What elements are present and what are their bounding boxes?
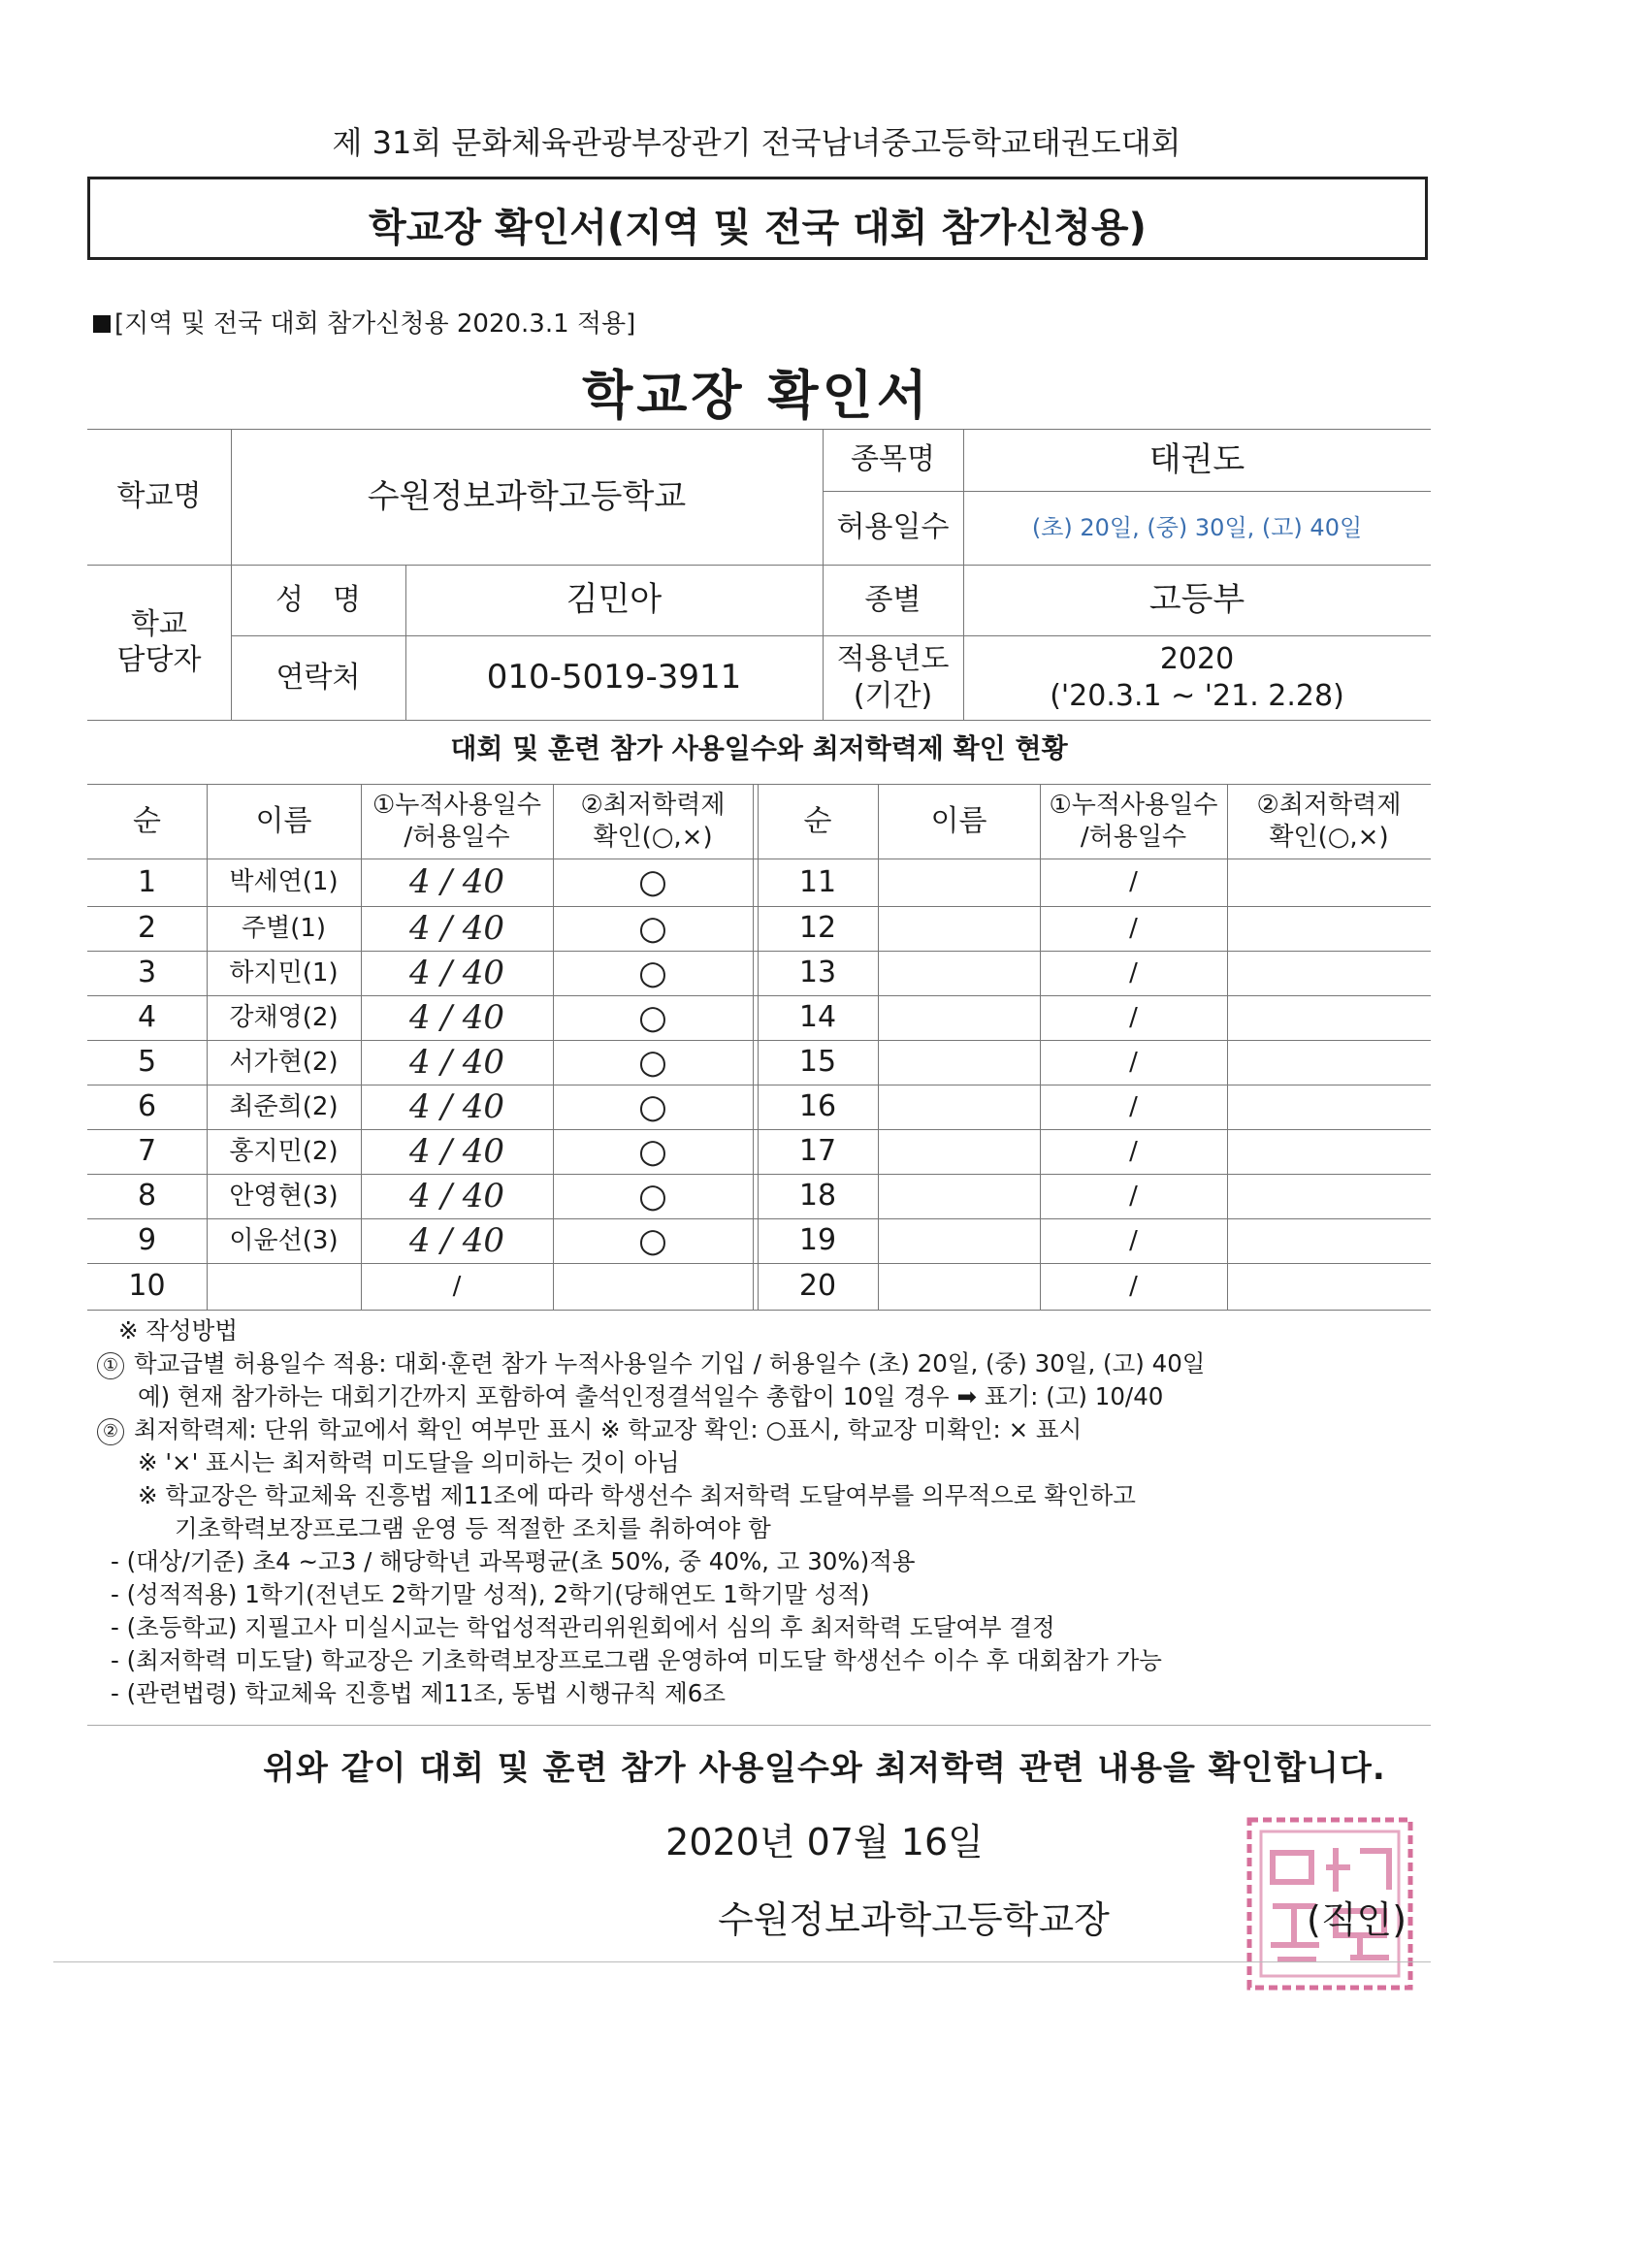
row-name: 박세연(1) (229, 867, 339, 897)
row-used-days: 4 (409, 953, 431, 992)
row-days: 4 / 40 (409, 1176, 504, 1215)
school-value: 수원정보과학고등학교 (367, 476, 687, 516)
row-allowed-days: 40 (462, 1131, 504, 1171)
manager-label (87, 565, 231, 720)
row-days: 4 / 40 (409, 1086, 504, 1126)
row-check: ○ (638, 1131, 667, 1171)
name-value: 김민아 (566, 580, 663, 620)
note-1 (97, 1347, 1455, 1380)
header-days-line1: ①누적사용일수 (1049, 791, 1218, 820)
allowed-days-value: (초) 20일, (중) 30일, (고) 40일 (1031, 514, 1363, 541)
row-no-right: 15 (798, 1045, 837, 1080)
row-days: 4 / 40 (409, 862, 504, 902)
name-label: 성 명 (275, 582, 361, 617)
row-name: 하지민(1) (229, 957, 339, 988)
year-label-line2: (기간) (853, 678, 933, 713)
seal-label: (직인) (1307, 1898, 1407, 1941)
row-days: 4 / 40 (409, 953, 504, 992)
note-2 (97, 1413, 1455, 1446)
row-check: ○ (638, 862, 667, 902)
note-number: ① (97, 1352, 124, 1379)
row-days-right: / (1129, 1091, 1138, 1121)
header-days-line2: /허용일수 (404, 822, 510, 852)
row-allowed-days: 40 (462, 1220, 504, 1260)
row-check: ○ (638, 953, 667, 992)
header-check-line2: 확인(○,×) (1269, 822, 1389, 852)
row-allowed-days: 40 (462, 953, 504, 992)
manager-label-line1: 학교 (131, 606, 187, 641)
row-no: 3 (137, 956, 157, 990)
detail-4: - (최저학력 미도달) 학교장은 기초학력보장프로그램 운영하여 미도달 학생선수 이수 후 대회참가 가능 (111, 1646, 1162, 1674)
note-2-text: 최저학력제: 단위 학교에서 확인 여부만 표시 ※ 학교장 확인: ○표시, 학교장 미확인: × 표시 (134, 1415, 1083, 1443)
manager-label-line2: 담당자 (116, 643, 202, 677)
row-check: ○ (638, 1042, 667, 1082)
contact-label: 연락처 (275, 660, 361, 695)
row-allowed-days: 40 (462, 1176, 504, 1215)
year-value-line1: 2020 (1159, 642, 1235, 676)
row-used-days: 4 (409, 1176, 431, 1215)
notes-heading: ※ 작성방법 (118, 1316, 238, 1345)
row-name: 안영현(3) (229, 1181, 339, 1211)
header-no-left: 순 (133, 803, 161, 838)
contact-value: 010-5019-3911 (486, 658, 742, 697)
row-days-right: / (1129, 1136, 1138, 1166)
confirm-statement: 위와 같이 대회 및 훈련 참가 사용일수와 최저학력 관련 내용을 확인합니다. (263, 1749, 1386, 1788)
row-no-right: 13 (798, 956, 837, 990)
header-check-line1: ②최저학력제 (1256, 791, 1402, 820)
sport-label: 종목명 (851, 442, 935, 477)
row-days-right: / (1129, 913, 1138, 943)
row-allowed-days: 40 (462, 908, 504, 948)
row-name: 홍지민(2) (229, 1136, 339, 1166)
row-no: 8 (137, 1179, 157, 1214)
note-3: ※ '×' 표시는 최저학력 미도달을 의미하는 것이 아님 (138, 1448, 680, 1476)
header-no-right: 순 (803, 803, 832, 838)
competition-title: 제 31회 문화체육관광부장관기 전국남녀중고등학교태권도대회 (332, 124, 1181, 161)
row-days-right: / (1129, 1225, 1138, 1255)
row-days-right: / (1129, 1271, 1138, 1301)
square-bullet-icon (93, 315, 111, 333)
row-no-right: 11 (798, 864, 837, 899)
row-used-days: 4 (409, 908, 431, 948)
row-check: ○ (638, 1220, 667, 1260)
row-name: 강채영(2) (229, 1002, 339, 1032)
row-check (553, 1263, 753, 1310)
row-allowed-days: 40 (462, 997, 504, 1037)
header-check-left (553, 784, 753, 859)
row-days: 4 / 40 (409, 1042, 504, 1082)
row-check: ○ (638, 908, 667, 948)
header-days-left (361, 784, 553, 859)
row-used-days: 4 (409, 997, 431, 1037)
row-days: 4 / 40 (409, 997, 504, 1037)
row-days: / (452, 1271, 462, 1301)
sport-value: 태권도 (1148, 439, 1245, 479)
row-no: 5 (137, 1045, 157, 1080)
row-days-right: / (1129, 1002, 1138, 1032)
detail-1: - (대상/기준) 초4 ~고3 / 해당학년 과목평균(초 50%, 중 40%, 고 30%)적용 (111, 1547, 916, 1575)
detail-3: - (초등학교) 지필고사 미실시교는 학업성적관리위원회에서 심의 후 최저학력 도달여부 결정 (111, 1613, 1055, 1641)
row-used-days: 4 (409, 1086, 431, 1126)
sub-note-text: [지역 및 전국 대회 참가신청용 2020.3.1 적용] (114, 309, 636, 339)
row-used-days: 4 (409, 1042, 431, 1082)
row-name: 주별(1) (241, 913, 327, 943)
year-label (823, 635, 963, 720)
school-label: 학교명 (116, 479, 202, 514)
row-days-right: / (1129, 1047, 1138, 1077)
year-value (963, 635, 1431, 720)
row-allowed-days: 40 (462, 1086, 504, 1126)
row-name: 서가현(2) (229, 1047, 339, 1077)
row-no-right: 19 (798, 1223, 837, 1258)
row-check: ○ (638, 1176, 667, 1215)
status-table-title: 대회 및 훈련 참가 사용일수와 최저학력제 확인 현황 (450, 731, 1068, 764)
row-no: 6 (137, 1089, 157, 1124)
row-allowed-days: 40 (462, 862, 504, 902)
note-1-example: 예) 현재 참가하는 대회기간까지 포함하여 출석인정결석일수 총합이 10일 경우 ➡ 표기: (고) 10/40 (138, 1382, 1164, 1410)
row-no-right: 20 (798, 1269, 837, 1304)
row-no: 2 (137, 911, 157, 946)
header-name-left: 이름 (255, 803, 312, 838)
row-days: 4 / 40 (409, 908, 504, 948)
row-no-right: 18 (798, 1179, 837, 1214)
principal-name: 수원정보과학고등학교장 (718, 1898, 1110, 1941)
header-check-line2: 확인(○,×) (593, 822, 713, 852)
row-no: 4 (137, 1000, 157, 1035)
row-no-right: 17 (798, 1134, 837, 1169)
year-value-line2: ('20.3.1 ~ '21. 2.28) (1050, 678, 1344, 713)
allowed-days-label: 허용일수 (836, 510, 950, 545)
note-1-text: 학교급별 허용일수 적용: 대회·훈련 참가 누적사용일수 기입 / 허용일수 (초) 20일, (중) 30일, (고) 40일 (134, 1349, 1206, 1377)
note-number: ② (97, 1418, 124, 1445)
note-4: ※ 학교장은 학교체육 진흥법 제11조에 따라 학생선수 최저학력 도달여부를 의무적으로 확인하고 (138, 1481, 1136, 1509)
row-name: 이윤선(3) (229, 1225, 339, 1255)
row-check: ○ (638, 1086, 667, 1126)
header-days-line2: /허용일수 (1080, 822, 1187, 852)
header-check-line1: ②최저학력제 (580, 791, 726, 820)
sub-note (93, 304, 635, 340)
division-label: 종별 (864, 582, 922, 617)
header-days-right (1040, 784, 1227, 859)
row-name: 최준희(2) (229, 1091, 339, 1121)
row-no-right: 16 (798, 1089, 837, 1124)
note-4b: 기초학력보장프로그램 운영 등 적절한 조치를 취하여야 함 (175, 1514, 771, 1542)
row-days-right: / (1129, 867, 1138, 897)
header-days-line1: ①누적사용일수 (372, 791, 541, 820)
detail-5: - (관련법령) 학교체육 진흥법 제11조, 동법 시행규칙 제6조 (111, 1679, 727, 1707)
notes-section (97, 1314, 1455, 1710)
main-title: 학교장 확인서(지역 및 전국 대회 참가신청용) (369, 206, 1147, 250)
row-name (207, 1263, 361, 1310)
row-allowed-days: 40 (462, 1042, 504, 1082)
row-no-right: 12 (798, 911, 837, 946)
row-no-right: 14 (798, 1000, 837, 1035)
division-value: 고등부 (1148, 580, 1245, 620)
row-days-right: / (1129, 957, 1138, 988)
issue-date: 2020년 07월 16일 (665, 1821, 984, 1863)
header-check-right (1227, 784, 1431, 859)
row-days: 4 / 40 (409, 1131, 504, 1171)
row-days-right: / (1129, 1181, 1138, 1211)
row-used-days: 4 (409, 1220, 431, 1260)
row-no: 7 (137, 1134, 157, 1169)
row-used-days: 4 (409, 1131, 431, 1171)
row-used-days: 4 (409, 862, 431, 902)
row-no: 1 (137, 864, 157, 899)
detail-2: - (성적적용) 1학기(전년도 2학기말 성적), 2학기(당해연도 1학기말 성적) (111, 1580, 870, 1608)
row-check: ○ (638, 997, 667, 1037)
header-name-right: 이름 (930, 803, 987, 838)
row-no: 9 (137, 1223, 157, 1258)
year-label-line1: 적용년도 (836, 642, 950, 676)
document-title: 학교장 확인서 (582, 365, 931, 426)
row-no: 10 (128, 1269, 166, 1304)
row-days: 4 / 40 (409, 1220, 504, 1260)
